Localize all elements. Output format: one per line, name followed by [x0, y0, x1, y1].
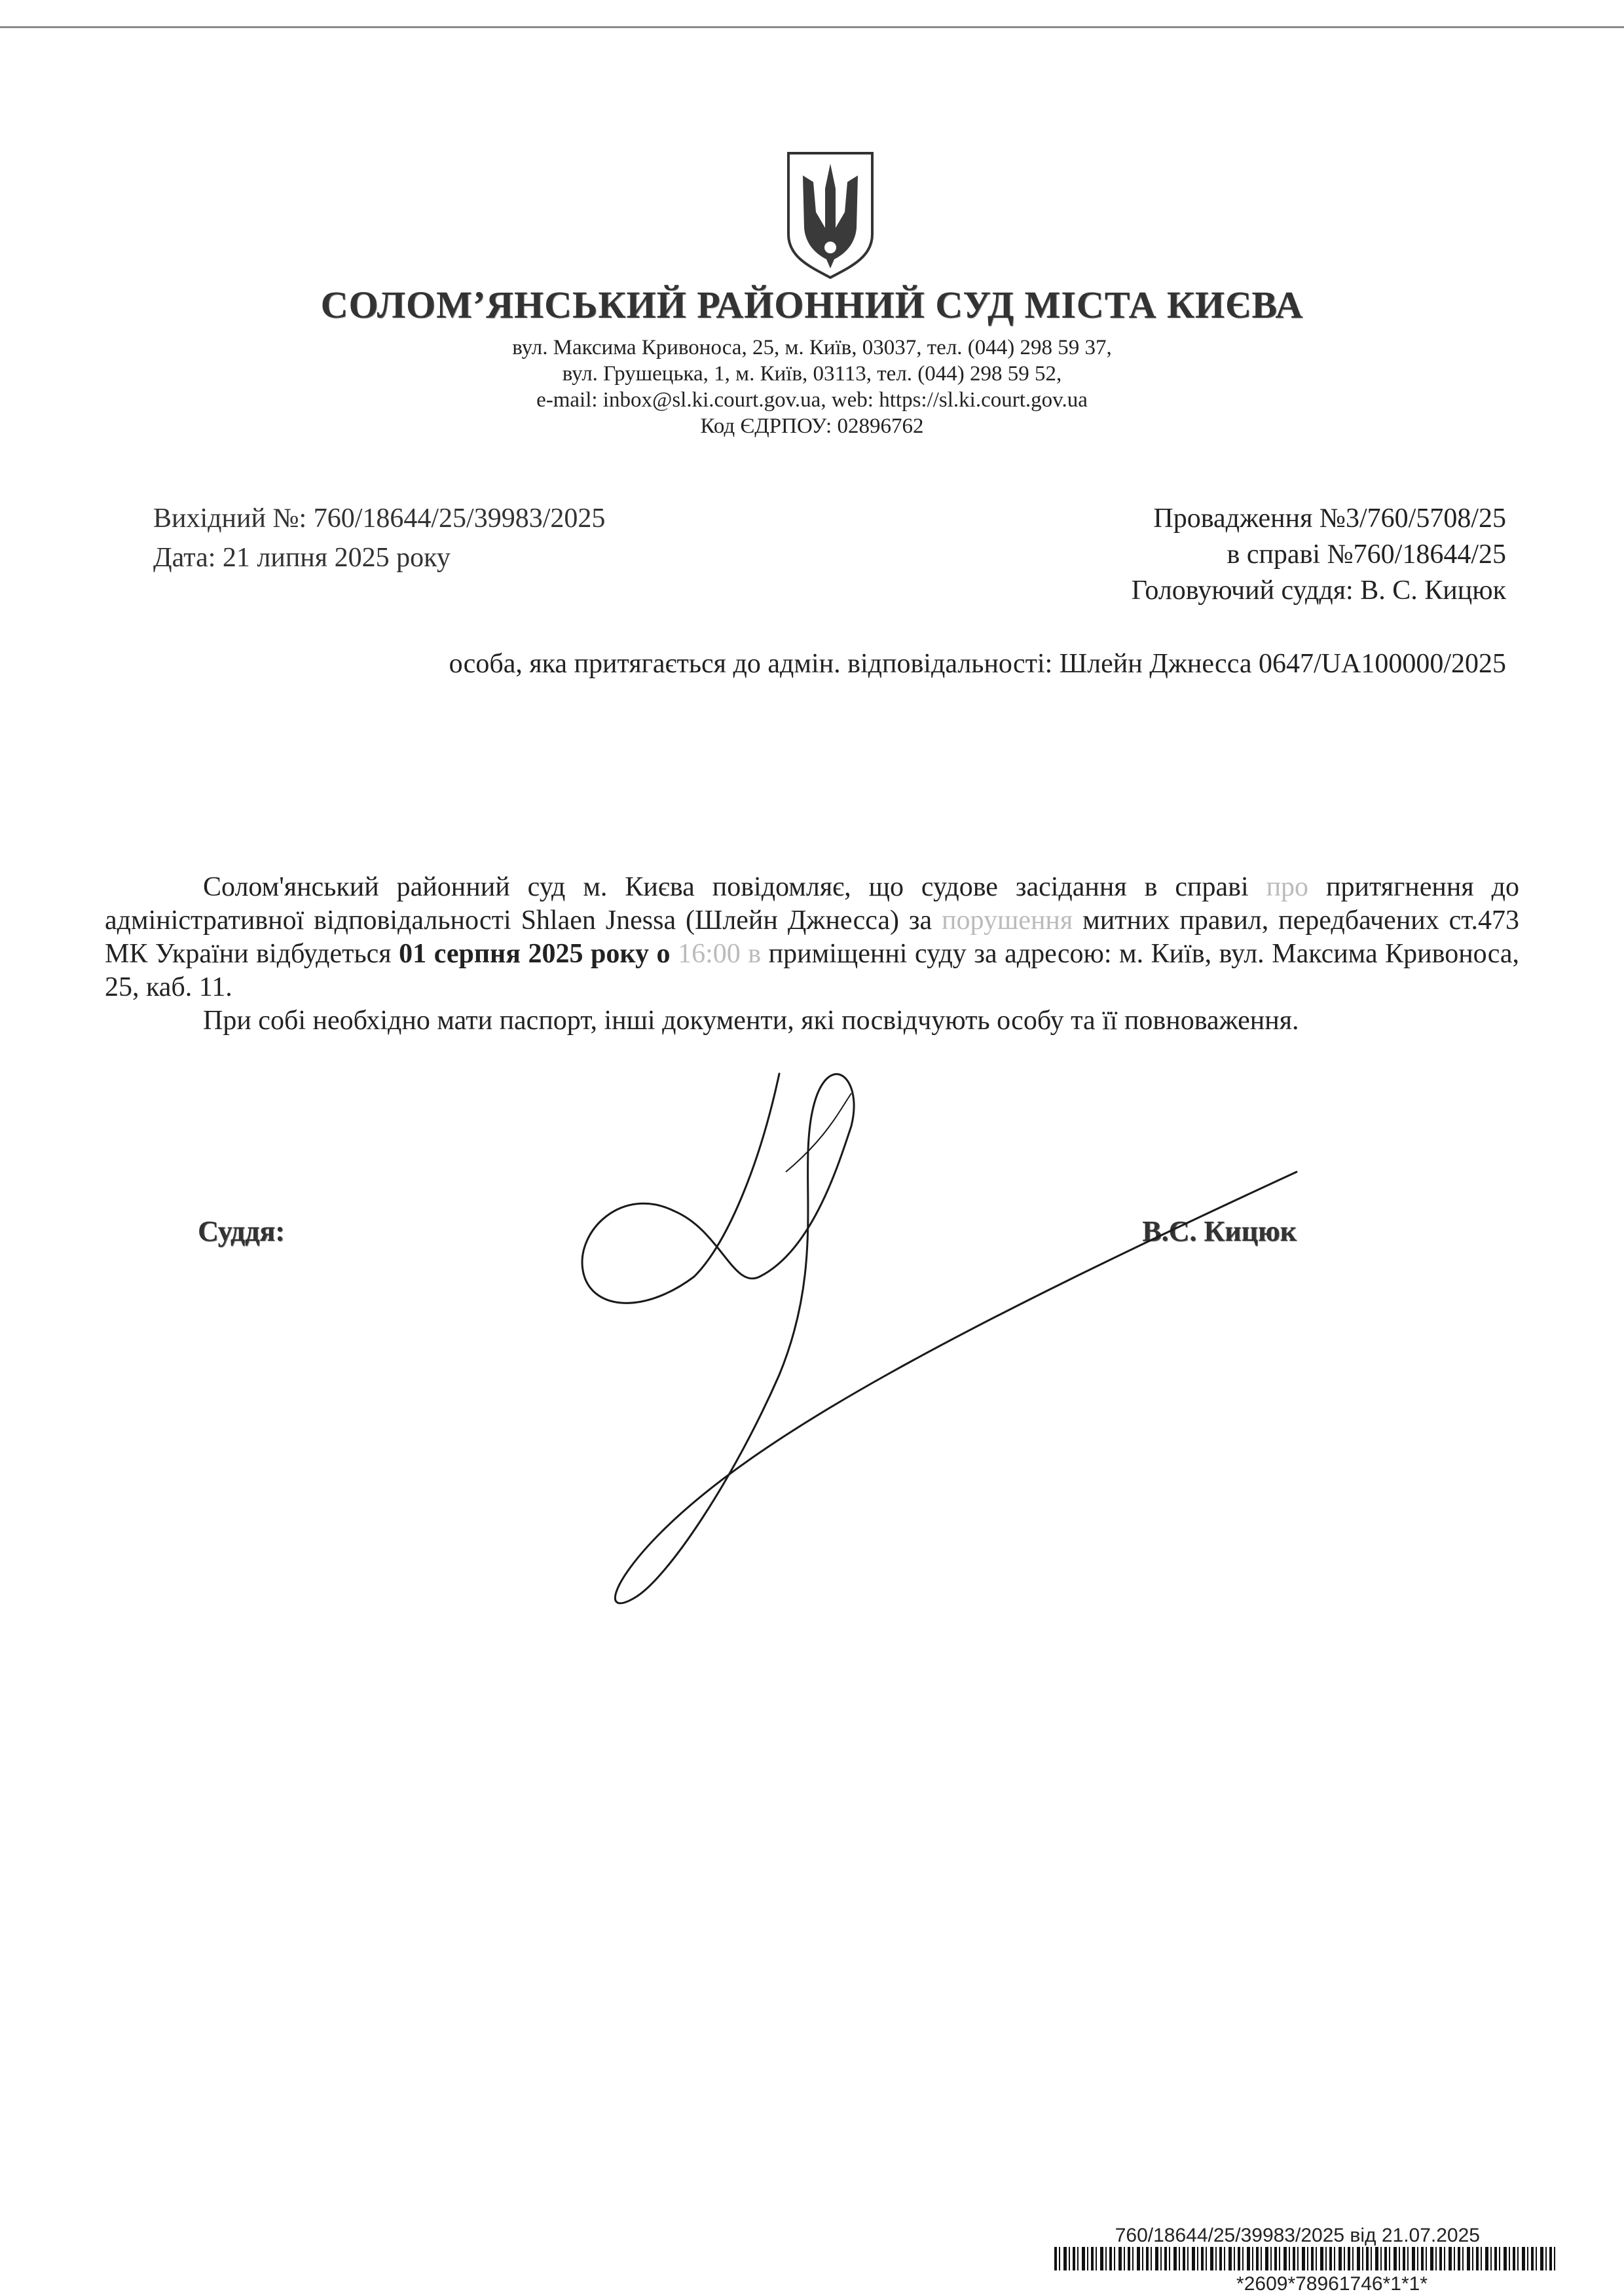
barcode-code: *2609*78961746*1*1* — [1236, 2273, 1428, 2295]
proceeding-number: Провадження №3/760/5708/25 — [1153, 503, 1506, 534]
signature-label: Суддя: — [198, 1215, 285, 1247]
court-edrpou: Код ЄДРПОУ: 02896762 — [700, 414, 924, 438]
court-contacts: e-mail: inbox@sl.ki.court.gov.ua, web: https://sl.ki.court.gov.ua — [536, 388, 1088, 412]
notice-paragraph-2: При собі необхідно мати паспорт, інші документи, які посвідчують особу та її повноваження. — [203, 1006, 1299, 1036]
court-address-1: вул. Максима Кривоноса, 25, м. Київ, 03037, тел. (044) 298 59 37, — [512, 336, 1112, 359]
barcode-image — [1054, 2247, 1559, 2270]
document-date: Дата: 21 липня 2025 року — [153, 543, 451, 573]
court-address-2: вул. Грушецька, 1, м. Київ, 03113, тел. (044) 298 59 52, — [562, 362, 1062, 386]
outgoing-number: Вихідний №: 760/18644/25/39983/2025 — [153, 503, 606, 534]
notice-paragraph-1: Солом'янський районний суд м. Києва повідомляє, що судове засідання в справі про притягнення до адміністративної відповідальності Shlaen Jnessa (Шлейн Джнесса) за порушення митних правил, передбачених ст.473 МК України відбудеться 01 серпня 2025 року о 16:00 в приміщенні суду за адресою: м. Київ, вул. Максима Кривоноса, 25, каб. 11. — [105, 872, 1520, 1002]
top-border-line — [0, 26, 1624, 28]
signature-name: В.С. Кицюк — [1142, 1215, 1297, 1247]
handwritten-signature — [563, 1034, 1323, 1624]
barcode-reference: 760/18644/25/39983/2025 від 21.07.2025 — [1115, 2225, 1480, 2246]
party-line: особа, яка притягається до адмін. відповідальності: Шлейн Джнесса 0647/UA100000/2025 — [449, 649, 1506, 679]
notice-body — [105, 871, 1519, 1038]
case-number: в справі №760/18644/25 — [1227, 539, 1506, 570]
court-name: СОЛОМ’ЯНСЬКИЙ РАЙОННИЙ СУД МІСТА КИЄВА — [320, 283, 1304, 326]
presiding-judge: Головуючий суддя: В. С. Кицюк — [1131, 575, 1506, 606]
coat-of-arms-icon — [784, 149, 876, 280]
